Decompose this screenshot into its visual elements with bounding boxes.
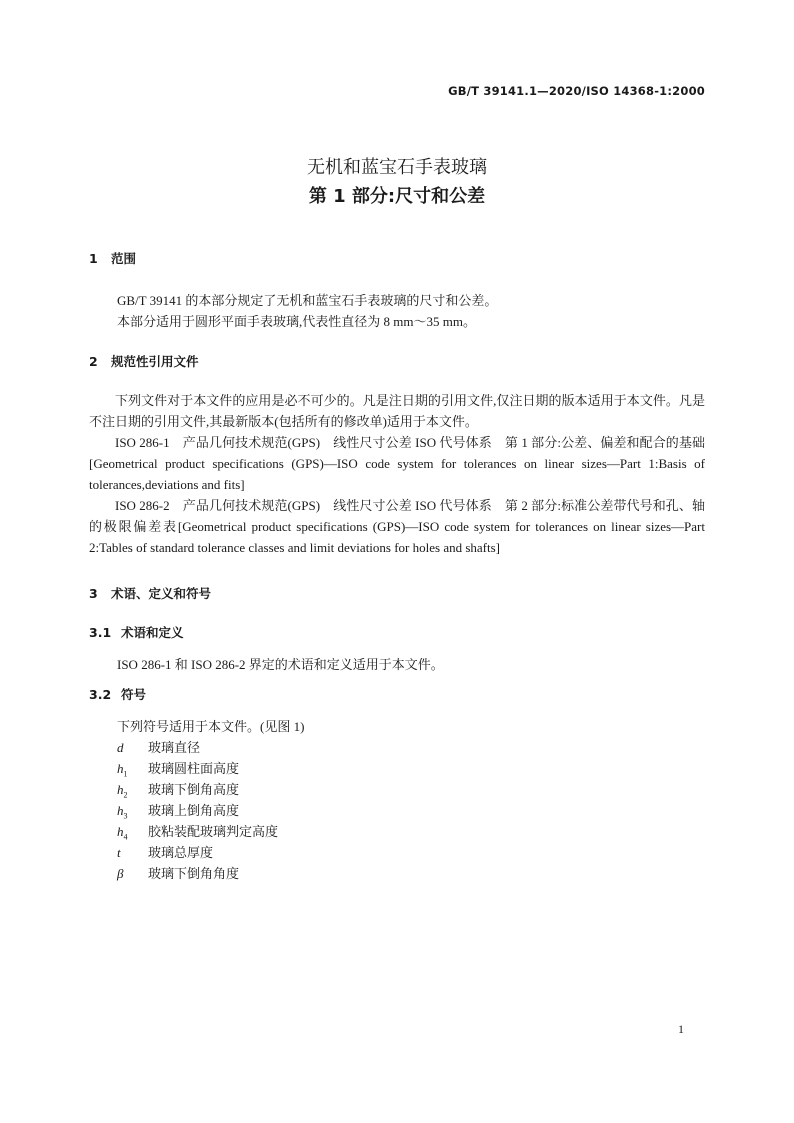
section-2-heading <box>89 352 199 370</box>
reference-iso-286-1: ISO 286-1 产品几何技术规范(GPS) 线性尺寸公差 ISO 代号体系 第 1 部分:公差、偏差和配合的基础[Geometrical product specifications (GPS)—ISO code system for tolerances on linear sizes—Part 1:Basis of tolerances,deviations and fits] <box>89 435 705 492</box>
symbol-description: 玻璃直径 <box>148 740 201 755</box>
standard-number-header: GB/T 39141.1—2020/ISO 14368-1:2000 <box>448 84 705 98</box>
section-title: 规范性引用文件 <box>111 354 199 369</box>
document-subtitle: 第 1 部分:尺寸和公差 <box>308 186 486 207</box>
section-number: 3 <box>89 586 98 601</box>
page-number: 1 <box>678 1022 684 1036</box>
section-1-heading <box>89 249 136 267</box>
symbol-row <box>117 758 239 779</box>
section-3-2-heading <box>89 685 146 703</box>
section-title: 术语、定义和符号 <box>111 586 212 601</box>
symbol: $h_2$ <box>117 782 128 800</box>
symbol-description: 胶粘装配玻璃判定高度 <box>148 824 279 839</box>
section-number: 1 <box>89 251 98 266</box>
symbol-row <box>117 863 239 884</box>
symbol: $h_1$ <box>117 761 128 779</box>
symbol-row <box>117 737 200 758</box>
symbol: d <box>117 740 124 755</box>
symbols-intro: 下列符号适用于本文件。(见图 1) <box>117 719 305 734</box>
symbol: t <box>117 845 121 860</box>
section-number: 2 <box>89 354 98 369</box>
scope-paragraph-1: GB/T 39141 的本部分规定了无机和蓝宝石手表玻璃的尺寸和公差。 <box>117 293 498 308</box>
subsection-title: 符号 <box>121 687 147 702</box>
symbol-description: 玻璃下倒角角度 <box>148 866 240 881</box>
symbol-description: 玻璃圆柱面高度 <box>148 761 240 776</box>
normative-references-body <box>89 390 705 558</box>
subsection-number: 3.1 <box>89 625 112 640</box>
section-3-heading <box>89 584 211 602</box>
symbol: $h_3$ <box>117 803 128 821</box>
references-intro-paragraph: 下列文件对于本文件的应用是必不可少的。凡是注日期的引用文件,仅注日期的版本适用于本文件。凡是不注日期的引用文件,其最新版本(包括所有的修改单)适用于本文件。 <box>89 393 705 429</box>
symbol-row <box>117 800 239 821</box>
symbol: $h_4$ <box>117 824 128 842</box>
section-title: 范围 <box>111 251 137 266</box>
section-3-1-heading <box>89 623 184 641</box>
symbol-description: 玻璃上倒角高度 <box>148 803 240 818</box>
subsection-title: 术语和定义 <box>121 625 184 640</box>
symbol-description: 玻璃总厚度 <box>148 845 214 860</box>
symbol-row <box>117 821 278 842</box>
reference-iso-286-2: ISO 286-2 产品几何技术规范(GPS) 线性尺寸公差 ISO 代号体系 第 2 部分:标准公差带代号和孔、轴的极限偏差表[Geometrical product specifications (GPS)—ISO code system for tolerances on linear sizes—Part 2:Tables of standard tolerance classes and limit deviations for holes and shafts] <box>89 498 705 555</box>
symbol-row <box>117 779 239 800</box>
symbol: β <box>117 866 124 881</box>
symbol-description: 玻璃下倒角高度 <box>148 782 240 797</box>
subsection-number: 3.2 <box>89 687 112 702</box>
terms-definitions-paragraph: ISO 286-1 和 ISO 286-2 界定的术语和定义适用于本文件。 <box>117 657 444 672</box>
symbol-row <box>117 842 213 863</box>
document-title: 无机和蓝宝石手表玻璃 <box>307 157 487 178</box>
scope-paragraph-2: 本部分适用于圆形平面手表玻璃,代表性直径为 8 mm～35 mm。 <box>117 314 476 329</box>
